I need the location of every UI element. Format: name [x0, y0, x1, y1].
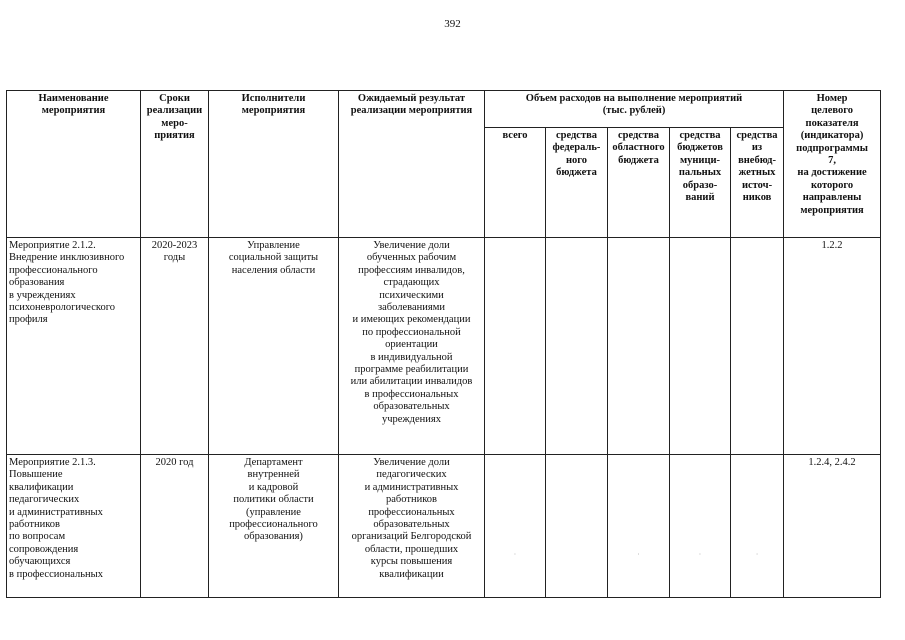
header-terms: Сроки реализации меро- приятия: [141, 91, 209, 238]
measure-result: Увеличение доли обученных рабочим профессиям инвалидов, страдающих психическими заболеваниями и имеющих рекомендации по профессиональной ориентации в индивидуальной программе реабилитации или абилитации инвалидов в профессиональных образовательных учреждениях: [339, 238, 485, 455]
scan-mark: ·: [698, 550, 702, 559]
scan-mark: ·: [755, 550, 759, 559]
expense-municipal: [670, 455, 731, 598]
expense-extrabudget: [731, 455, 784, 598]
header-result: Ожидаемый результат реализации мероприятия: [339, 91, 485, 238]
expense-regional: [608, 238, 670, 455]
header-executors: Исполнители мероприятия: [209, 91, 339, 238]
expense-extrabudget: [731, 238, 784, 455]
scan-mark: ·: [513, 550, 517, 559]
header-extrabudget: средства из внебюд- жетных источ- ников: [731, 128, 784, 238]
measures-table: [6, 90, 881, 598]
expense-regional: [608, 455, 670, 598]
page-number: 392: [444, 18, 461, 30]
table-row: [7, 238, 881, 455]
header-federal: средства федераль- ного бюджета: [546, 128, 608, 238]
header-name: Наименование мероприятия: [7, 91, 141, 238]
scan-mark: ·: [637, 550, 640, 559]
expense-federal: [546, 455, 608, 598]
header-municipal: средства бюджетов муници- пальных образо- ваний: [670, 128, 731, 238]
header-expenses: Объем расходов на выполнение мероприятий (тыс. рублей): [485, 91, 784, 128]
measure-executors: Управление социальной защиты населения области: [209, 238, 339, 455]
header-total: всего: [485, 128, 546, 238]
measure-result: Увеличение доли педагогических и административных работников профессиональных образовательных организаций Белгородской области, прошедших курсы повышения квалификации: [339, 455, 485, 598]
measure-executors: Департамент внутренней и кадровой политики области (управление профессионального образования): [209, 455, 339, 598]
expense-federal: [546, 238, 608, 455]
table-row: [7, 455, 881, 598]
measure-terms: 2020 год: [141, 455, 209, 598]
header-indicator: Номер целевого показателя (индикатора) подпрограммы 7, на достижение которого направлены мероприятия: [784, 91, 881, 238]
measure-terms: 2020-2023 годы: [141, 238, 209, 455]
indicator-number: 1.2.4, 2.4.2: [784, 455, 881, 598]
expense-total: [485, 238, 546, 455]
header-regional: средства областного бюджета: [608, 128, 670, 238]
measure-name: Мероприятие 2.1.2. Внедрение инклюзивного профессионального образования в учреждениях психоневрологического профиля: [7, 238, 141, 455]
expense-total: [485, 455, 546, 598]
expense-municipal: [670, 238, 731, 455]
indicator-number: 1.2.2: [784, 238, 881, 455]
measure-name: Мероприятие 2.1.3. Повышение квалификации педагогических и административных работников по вопросам сопровождения обучающихся в профессиональных: [7, 455, 141, 598]
